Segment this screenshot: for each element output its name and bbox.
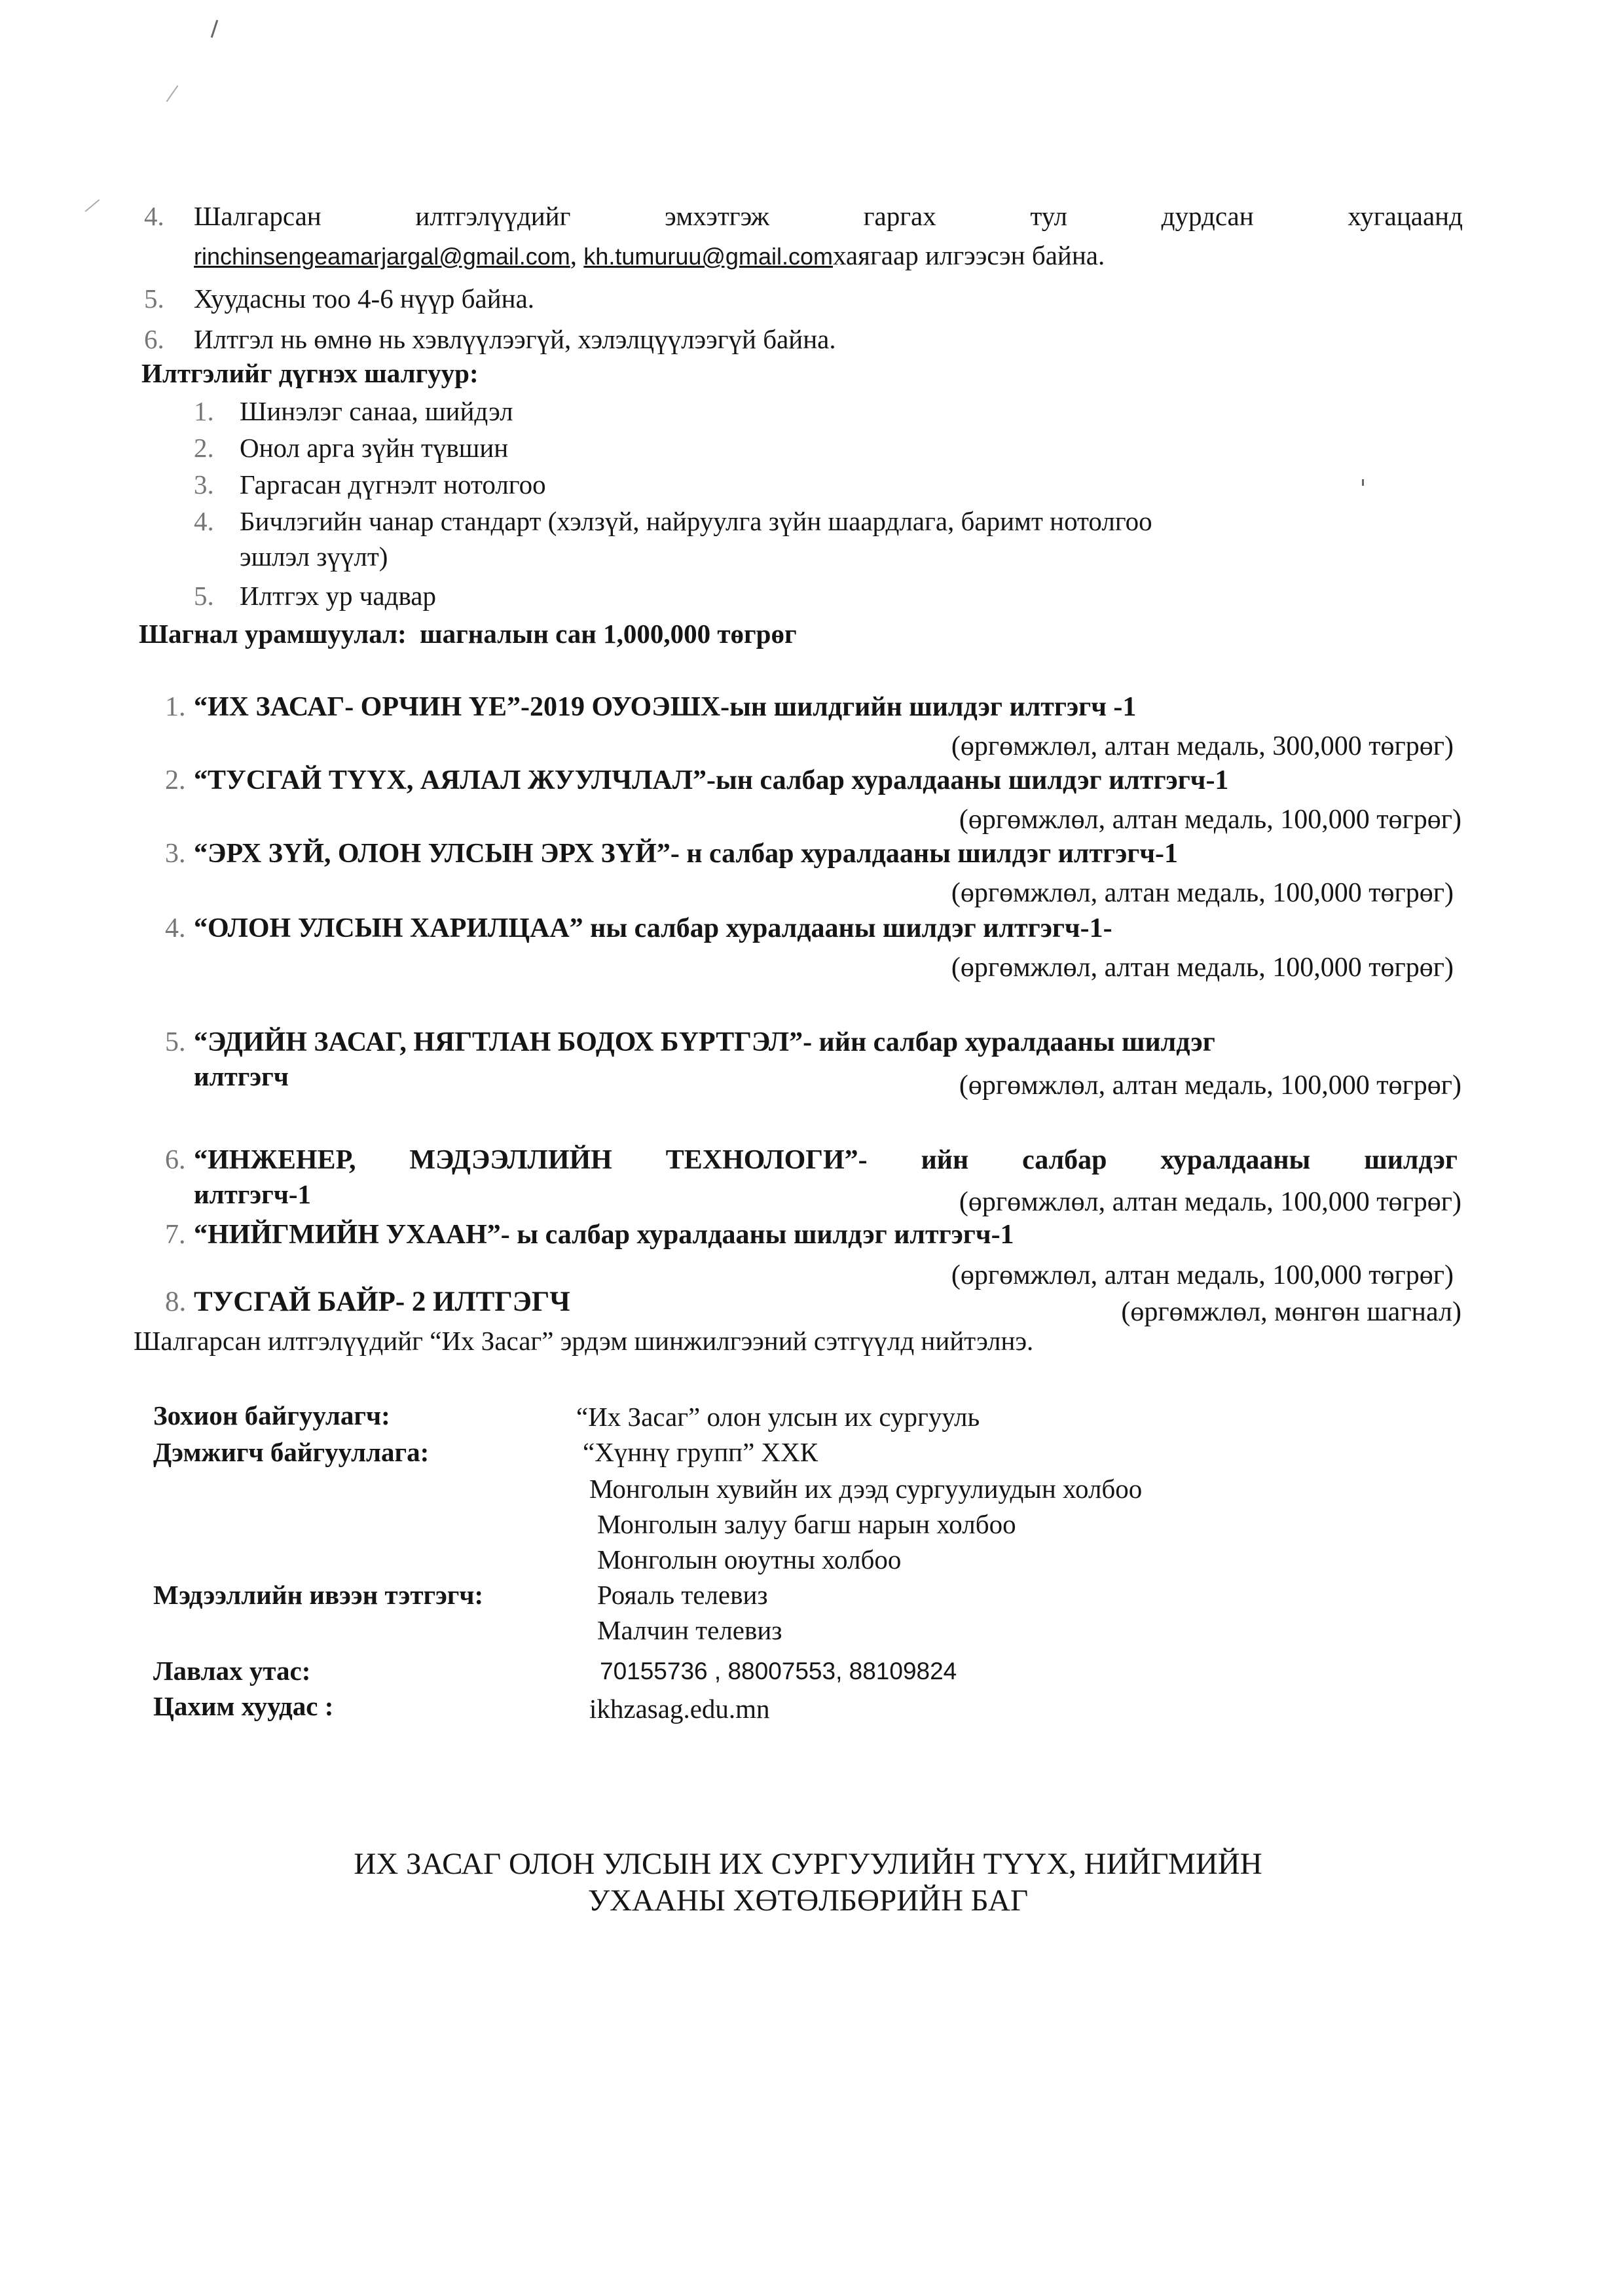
award-title: ТУСГАЙ БАЙР- 2 ИЛТГЭГЧ: [194, 1286, 570, 1317]
item-5-text: Хуудасны тоо 4-6 нүүр байна.: [194, 283, 535, 314]
award-title: “НИЙГМИЙН УХААН”- ы салбар хуралдааны шилдэг илтгэгч-1: [194, 1220, 1014, 1250]
item-4-tail: хаягаар илгээсэн байна.: [832, 240, 1105, 270]
web-label: Цахим хуудас :: [153, 1691, 334, 1721]
award-title-continued: илтгэгч: [194, 1061, 289, 1091]
prize-fund: [139, 618, 797, 649]
award-number: 7.: [165, 1220, 186, 1250]
scan-mark-top: [211, 20, 219, 38]
email-link-1[interactable]: rinchinsengeamarjargal@gmail.com: [194, 243, 570, 270]
item-4-line2: [194, 240, 1105, 271]
award-detail: (өргөмжлөл, алтан медаль, 100,000 төгрөг): [959, 805, 1461, 835]
award-word: МЭДЭЭЛЛИЙН: [409, 1145, 612, 1175]
scan-mark-margin: [85, 199, 100, 212]
prize-value: шагналын сан 1,000,000 төгрөг: [419, 619, 797, 649]
item-4-word: тул: [1030, 201, 1067, 231]
item-6-number: 6.: [144, 324, 164, 354]
award-number: 6.: [165, 1145, 186, 1175]
supporter-item: Монголын залуу багш нарын холбоо: [597, 1509, 1016, 1539]
award-number: 1.: [165, 692, 186, 722]
item-4-line1: [194, 200, 1463, 232]
phone-value: 70155736 , 88007553, 88109824: [600, 1658, 957, 1685]
item-4-word: илтгэлүүдийг: [415, 201, 571, 231]
media-label: Мэдээллийн ивээн тэтгэгч:: [153, 1580, 484, 1610]
publish-note: Шалгарсан илтгэлүүдийг “Их Засаг” эрдэм шинжилгээний сэтгүүлд нийтэлнэ.: [134, 1326, 1034, 1356]
criteria-item: Гаргасан дүгнэлт нотолгоо: [240, 469, 546, 500]
criteria-item: Бичлэгийн чанар стандарт (хэлзүй, найруулга зүйн шаардлага, баримт нотолгоо: [240, 506, 1152, 536]
award-title: “ИХ ЗАСАГ- ОРЧИН ҮЕ”-2019 ОУОЭШХ-ын шилдгийн шилдэг илтгэгч -1: [194, 692, 1137, 722]
award-word: ийн: [921, 1145, 969, 1175]
supporter-item: Монголын хувийн их дээд сургуулиудын холбоо: [589, 1474, 1143, 1504]
criteria-item: Илтгэх ур чадвар: [240, 581, 436, 611]
item-6-text: Илтгэл нь өмнө нь хэвлүүлээгүй, хэлэлцүүлээгүй байна.: [194, 324, 836, 354]
award-word: шилдэг: [1364, 1145, 1458, 1175]
award-detail: (өргөмжлөл, мөнгөн шагнал): [1121, 1297, 1461, 1327]
criteria-item-continued: эшлэл зүүлт): [240, 541, 388, 572]
award-title: “ЭДИЙН ЗАСАГ, НЯГТЛАН БОДОХ БҮРТГЭЛ”- ийн салбар хуралдааны шилдэг: [194, 1027, 1215, 1057]
scan-mark-right: [1362, 479, 1364, 486]
criteria-number: 3.: [194, 469, 214, 500]
item-4-word: хугацаанд: [1348, 201, 1463, 231]
criteria-number: 4.: [194, 506, 214, 536]
award-word: хуралдааны: [1160, 1145, 1311, 1175]
award-title: “ОЛОН УЛСЫН ХАРИЛЦАА” ны салбар хуралдааны шилдэг илтгэгч-1-: [194, 913, 1112, 943]
media-item: Рояаль телевиз: [597, 1580, 768, 1610]
criteria-number: 5.: [194, 581, 214, 611]
footer-line-2: УХААНЫ ХӨТӨЛБӨРИЙН БАГ: [587, 1884, 1029, 1918]
web-value[interactable]: ikhzasag.edu.mn: [589, 1694, 770, 1724]
criteria-item: Шинэлэг санаа, шийдэл: [240, 396, 513, 426]
item-4-word: Шалгарсан: [194, 201, 321, 231]
organizer-value: “Их Засаг” олон улсын их сургууль: [576, 1402, 980, 1432]
media-item: Малчин телевиз: [597, 1615, 782, 1645]
prize-label: Шагнал урамшуулал:: [139, 619, 407, 649]
criteria-item: Онол арга зүйн түвшин: [240, 433, 509, 463]
award-detail: (өргөмжлөл, алтан медаль, 100,000 төгрөг): [959, 1187, 1461, 1217]
item-4-number: 4.: [144, 201, 164, 231]
award-word: ТЕХНОЛОГИ”-: [665, 1145, 868, 1175]
criteria-number: 2.: [194, 433, 214, 463]
award-detail: (өргөмжлөл, алтан медаль, 100,000 төгрөг): [951, 953, 1454, 983]
award-detail: (өргөмжлөл, алтан медаль, 100,000 төгрөг): [951, 878, 1454, 908]
award-number: 3.: [165, 839, 186, 869]
award-detail: (өргөмжлөл, алтан медаль, 100,000 төгрөг): [959, 1070, 1461, 1101]
item-4-word: эмхэтгэж: [665, 201, 770, 231]
award-number: 5.: [165, 1027, 186, 1057]
email-link-2[interactable]: kh.tumuruu@gmail.com: [583, 243, 833, 270]
supporters-label: Дэмжигч байгууллага:: [153, 1437, 430, 1467]
award-title: “ТУСГАЙ ТҮҮХ, АЯЛАЛ ЖУУЛЧЛАЛ”-ын салбар хуралдааны шилдэг илтгэгч-1: [194, 765, 1229, 795]
item-4-word: дурдсан: [1161, 201, 1254, 231]
phone-label: Лавлах утас:: [153, 1656, 311, 1686]
organizer-label: Зохион байгуулагч:: [153, 1400, 390, 1430]
award-title: [194, 1144, 1458, 1176]
award-title: “ЭРХ ЗҮЙ, ОЛОН УЛСЫН ЭРХ ЗҮЙ”- н салбар хуралдааны шилдэг илтгэгч-1: [194, 839, 1178, 869]
award-title-continued: илтгэгч-1: [194, 1179, 311, 1209]
award-detail: (өргөмжлөл, алтан медаль, 300,000 төгрөг): [951, 731, 1454, 761]
award-word: салбар: [1022, 1145, 1107, 1175]
supporter-item: Монголын оюутны холбоо: [597, 1544, 902, 1575]
criteria-heading: Илтгэлийг дүгнэх шалгуур:: [141, 358, 479, 388]
award-detail: (өргөмжлөл, алтан медаль, 100,000 төгрөг): [951, 1260, 1454, 1290]
email-separator: ,: [570, 240, 578, 270]
item-4-word: гаргах: [863, 201, 936, 231]
award-number: 2.: [165, 765, 186, 795]
supporter-item: “Хүннү групп” ХХК: [583, 1437, 818, 1467]
award-word: “ИНЖЕНЕР,: [194, 1145, 356, 1175]
scan-mark-left: [166, 85, 179, 102]
footer-line-1: ИХ ЗАСАГ ОЛОН УЛСЫН ИХ СУРГУУЛИЙН ТҮҮХ, НИЙГМИЙН: [354, 1847, 1262, 1881]
award-number: 4.: [165, 913, 186, 943]
criteria-number: 1.: [194, 396, 214, 426]
item-5-number: 5.: [144, 283, 164, 314]
award-number: 8.: [165, 1286, 187, 1317]
